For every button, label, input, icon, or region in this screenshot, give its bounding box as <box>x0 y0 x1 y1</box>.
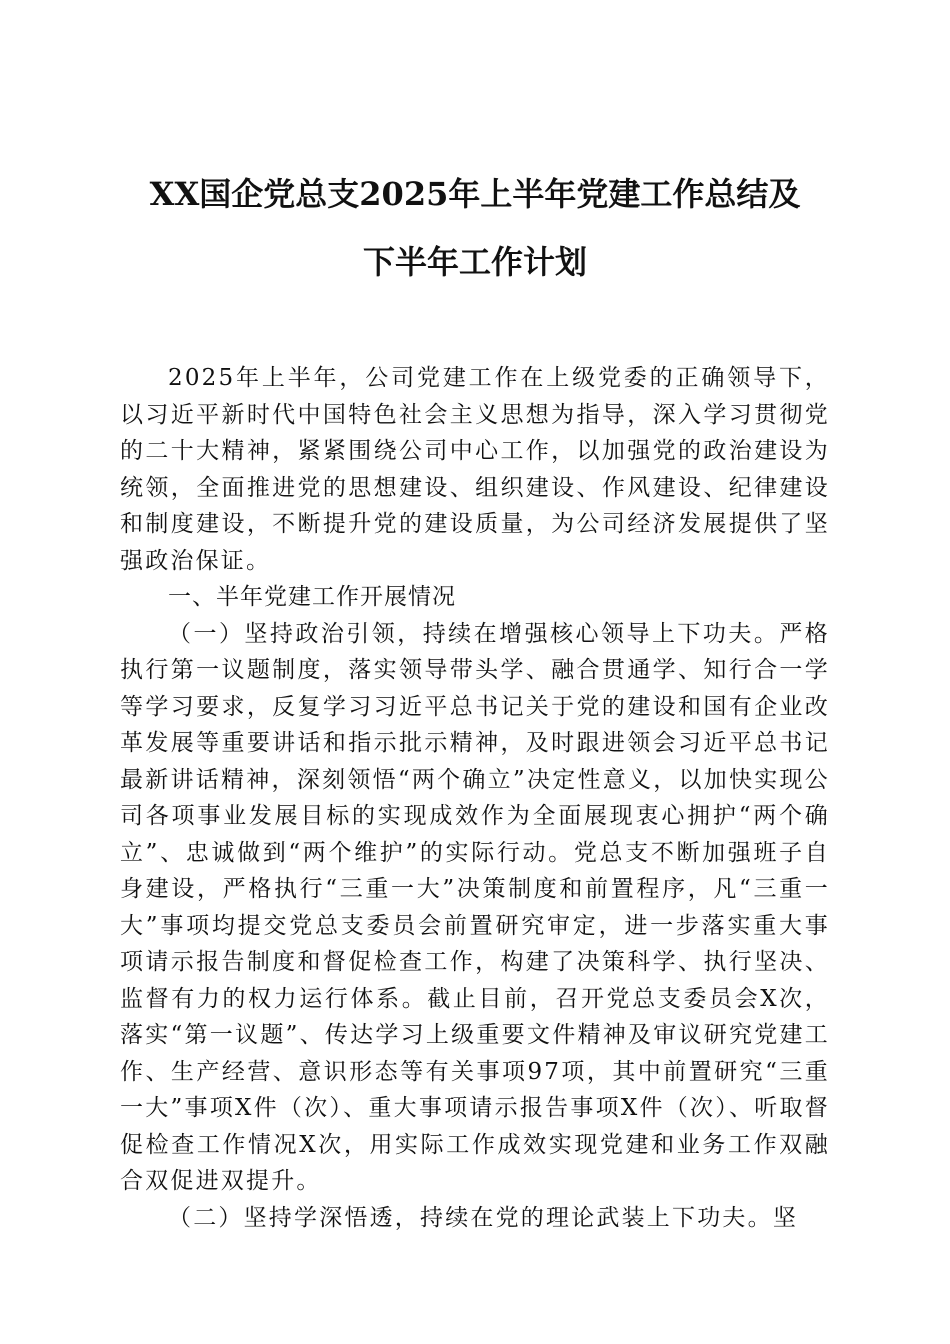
subsection-2-body: 坚 <box>772 1204 799 1231</box>
document-title-line-2: 下半年工作计划 <box>362 243 587 281</box>
subsection-2-paragraph <box>120 1200 830 1237</box>
document-body <box>120 360 830 1236</box>
subsection-1-body: 严格执行第一议题制度，落实领导带头学、融合贯通学、知行合一学等学习要求，反复学习习近平总书记关于党的建设和国有企业改革发展等重要讲话和指示批示精神，及时跟进领会习近平总书记最新讲话精神，深刻领悟“两个确立”决定性意义，以加快实现公司各项事业发展目标的实现成效作为全面展现衷心拥护“两个确立”、忠诚做到“两个维护”的实际行动。党总支不断加强班子自身建设，严格执行“三重一大”决策制度和前置程序，凡“三重一大”事项均提交党总支委员会前置研究审定，进一步落实重大事项请示报告制度和督促检查工作，构建了决策科学、执行坚决、监督有力的权力运行体系。截止目前，召开党总支委员会X次，落实“第一议题”、传达学习上级重要文件精神及审议研究党建工作、生产经营、意识形态等有关事项97项，其中前置研究“三重一大”事项X件（次）、重大事项请示报告事项X件（次）、听取督促检查工作情况X次，用实际工作成效实现党建和业务工作双融合双促进双提升。 <box>120 620 830 1194</box>
intro-paragraph: 2025年上半年，公司党建工作在上级党委的正确领导下，以习近平新时代中国特色社会主义思想为指导，深入学习贯彻党的二十大精神，紧紧围绕公司中心工作，以加强党的政治建设为统领，全面推进党的思想建设、组织建设、作风建设、纪律建设和制度建设，不断提升党的建设质量，为公司经济发展提供了坚强政治保证。 <box>120 365 830 574</box>
subsection-1-heading: （一）坚持政治引领，持续在增强核心领导上下功夫。 <box>168 620 780 647</box>
subsection-1-paragraph <box>120 616 830 1200</box>
section-heading: 一、半年党建工作开展情况 <box>168 584 456 610</box>
subsection-2-heading: （二）坚持学深悟透，持续在党的理论武装上下功夫。 <box>168 1204 773 1231</box>
document-title-line-1: XX国企党总支2025年上半年党建工作总结及 <box>149 175 801 213</box>
